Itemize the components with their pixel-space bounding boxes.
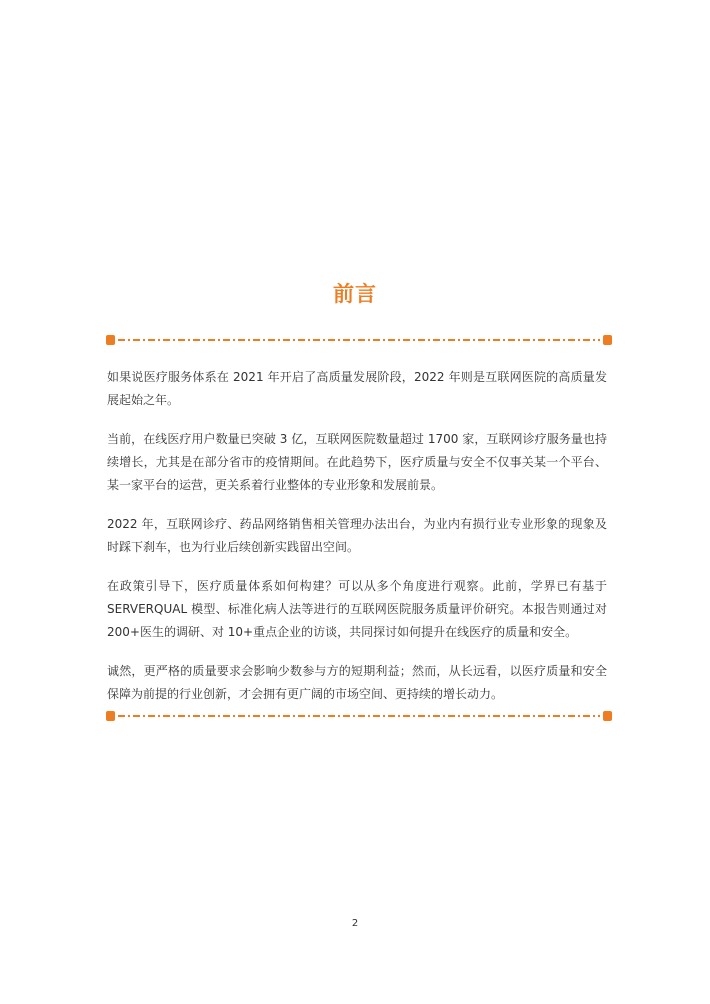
divider-right-cap <box>603 335 612 345</box>
page-number: 2 <box>351 918 359 929</box>
paragraph-regulation: 2022 年，互联网诊疗、药品网络销售相关管理办法出台，为业内有损行业专业形象的现象及时踩下刹车，也为行业后续创新实践留出空间。 <box>107 517 607 554</box>
divider-right-cap <box>603 711 612 721</box>
preface-body <box>107 366 607 722</box>
page-title: 前言 <box>333 282 377 306</box>
divider-left-cap <box>106 711 115 721</box>
divider-dash-line <box>118 339 600 341</box>
divider-dash-line <box>118 715 600 717</box>
top-divider <box>106 335 612 345</box>
paragraph-intro: 如果说医疗服务体系在 2021 年开启了高质量发展阶段，2022 年则是互联网医院的高质量发展起始之年。 <box>107 370 607 407</box>
divider-left-cap <box>106 335 115 345</box>
paragraph-quality-system: 在政策引导下，医疗质量体系如何构建？可以从多个角度进行观察。此前，学界已有基于 SERVERQUAL 模型、标准化病人法等进行的互联网医院服务质量评价研究。本报告则通过对 200+医生的调研、对 10+重点企业的访谈，共同探讨如何提升在线医疗的质量和安全。 <box>107 579 607 639</box>
paragraph-conclusion: 诚然，更严格的质量要求会影响少数参与方的短期利益；然而，从长远看，以医疗质量和安全保障为前提的行业创新，才会拥有更广阔的市场空间、更持续的增长动力。 <box>107 664 607 701</box>
bottom-divider <box>106 711 612 721</box>
paragraph-current-status: 当前，在线医疗用户数量已突破 3 亿，互联网医院数量超过 1700 家，互联网诊疗服务量也持续增长，尤其是在部分省市的疫情期间。在此趋势下，医疗质量与安全不仅事关某一个平台、某一家平台的运营，更关系着行业整体的专业形象和发展前景。 <box>107 432 607 492</box>
